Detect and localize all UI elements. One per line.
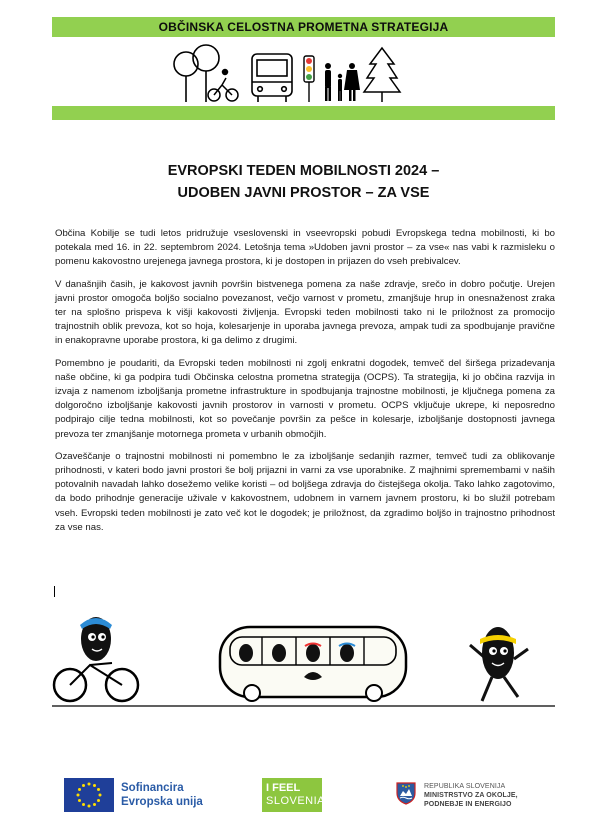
tram-icon xyxy=(220,627,406,701)
traffic-light-icon xyxy=(304,56,314,102)
title-line-1: EVROPSKI TEDEN MOBILNOSTI 2024 – xyxy=(167,163,440,179)
eu-flag-icon xyxy=(64,778,114,812)
ministry-label xyxy=(424,782,518,809)
paragraph: Ozaveščanje o trajnostni mobilnosti ni pomembno le za izboljšanje sedanjih razmer, temveč tudi za oblikovanje prihodnosti, v kateri bodo javni prostori še bolj prijazni in varni za vse uporabnike. Z majhnimi spremembami v naših potovalnih navadah lahko dosežemo velike koristi – od boljšega zdravja do čistejšega okolja. Tako lahko zagotovimo, da bodo prihodnje generacije uživale v kakovostnem, udobnem in varnem javnem prostoru, ki bo služil potrebam vseh. Evropski teden mobilnosti je zato več kot le dogodek; je priložnost, da zgradimo boljšo in trajnostno prihodnost za vse nas. xyxy=(55,450,555,533)
mobility-illustration xyxy=(52,605,555,709)
page-title xyxy=(52,160,555,204)
ministry-line-3: PODNEBJE IN ENERGIJO xyxy=(424,801,512,808)
i-feel-slovenia-logo xyxy=(262,778,326,812)
paragraph: V današnjih časih, je kakovost javnih površin bistvenega pomena za naše zdravje, srečo in dobro počutje. Urejen javni prostor omogoča boljšo socialno povezanost, večjo varnost v prometu, zmanjšuje hrup in onesnaženost zraka ter na splošno prispeva k višji kakovosti življenja. Evropski teden mobilnosti tako ni le priložnost za promocijo trajnostnih oblik prevoza, kot so hoja, kolesarjenje in uporaba javnega prevoza, ampak tudi za spodbujanje pravične in enakopravne uporabe prostora, ki ga delimo z drugimi. xyxy=(55,278,555,347)
eu-cofunding-label xyxy=(121,781,203,809)
strategy-title: OBČINSKA CELOSTNA PROMETNA STRATEGIJA xyxy=(158,20,449,34)
runner-mascot-icon xyxy=(470,627,528,701)
paragraph: Občina Kobilje se tudi letos pridružuje vseslovenski in vseevropski pobudi Evropskega tedna mobilnosti, ki bo potekala med 16. in 22. septembrom 2024. Letošnja tema »Udoben javni prostor – za vse« nas vabi k razmisleku o pomenu kakovostno urejenega javnega prostora, ki je dostopen in prijazen do vseh prebivalcev. xyxy=(55,228,555,268)
ifeel-line-2: SLOVENIA xyxy=(266,795,326,807)
ministry-line-2: MINISTRSTVO ZA OKOLJE, xyxy=(424,792,518,799)
eu-line-1: Sofinancira xyxy=(121,782,184,794)
slovenia-crest-icon xyxy=(395,781,417,805)
mobility-icons-strip xyxy=(170,42,410,104)
title-line-2: UDOBEN JAVNI PROSTOR – ZA VSE xyxy=(177,185,430,201)
article-body xyxy=(55,227,555,543)
strategy-header-band xyxy=(52,17,555,37)
cyclist-mascot-icon xyxy=(54,617,138,701)
pine-tree-icon xyxy=(364,48,400,102)
ministry-line-1: REPUBLIKA SLOVENIJA xyxy=(424,783,506,790)
strategy-footer-band xyxy=(52,106,555,120)
eu-line-2: Evropska unija xyxy=(121,796,203,808)
ifeel-line-1: I FEEL xyxy=(266,782,301,794)
bus-icon xyxy=(252,54,292,102)
family-icon xyxy=(325,63,360,101)
paragraph: Pomembno je poudariti, da Evropski teden mobilnosti ni zgolj enkratni dogodek, temveč del širšega prizadevanja naše občine, ki ga podpira tudi Občinska celostna prometna strategija (OCPS). Ta strategija, ki jo občina razvija in izvaja z namenom izboljšanja prometne infrastrukture in spodbujanja trajnostne mobilnosti, je ključnega pomena za dolgoročno izboljšanje kakovosti javnih prostorov in varnosti v prometu. OCPS vključuje ukrepe, ki neposredno podpirajo cilje tedna mobilnosti, kot so povečanje površin za pešce in kolesarje, izboljšanje dostopnosti javnega prevoza ter zmanjšanje motornega prometa v urbanih območjih. xyxy=(55,357,555,440)
text-cursor xyxy=(54,586,55,597)
cyclist-icon xyxy=(208,70,238,102)
tree-icon xyxy=(174,45,219,102)
